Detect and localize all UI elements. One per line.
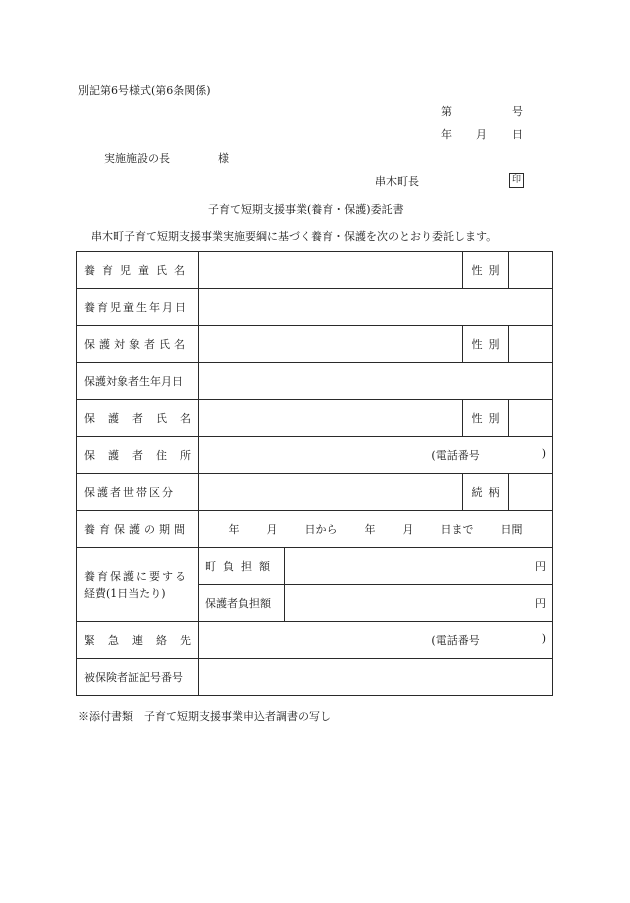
period-month2-label: 月 [402, 523, 414, 536]
table-row [77, 511, 553, 548]
consignment-form-table [76, 251, 553, 696]
insurance-field[interactable] [199, 659, 553, 696]
emergency-field[interactable] [199, 622, 553, 659]
table-row [77, 326, 553, 363]
protected-name-field[interactable] [199, 326, 463, 363]
emergency-phone-group [205, 632, 546, 648]
phone-open-label: (電話番号 [431, 634, 480, 647]
period-year-label: 年 [228, 523, 240, 536]
guardian-cost-label: 保護者負担額 [199, 585, 285, 622]
guardian-sex-field[interactable] [509, 400, 553, 437]
relation-field[interactable] [509, 474, 553, 511]
addressee: 実施施設の長 [104, 152, 170, 165]
guardian-cost-yen: 円 [535, 597, 546, 610]
table-row [77, 400, 553, 437]
child-sex-field[interactable] [509, 252, 553, 289]
table-row [77, 437, 553, 474]
table-row [77, 289, 553, 326]
child-name-field[interactable] [199, 252, 463, 289]
table-row [77, 252, 553, 289]
date-day: 日 [512, 128, 523, 141]
cost-label-line-1: 養育保護に要する [84, 569, 188, 583]
number-prefix: 第 [441, 105, 452, 118]
protected-birth-label: 保護対象者生年月日 [77, 363, 199, 400]
town-cost-label: 町負担額 [199, 548, 285, 585]
phone-open-label: (電話番号 [431, 449, 480, 462]
protected-name-label: 保護対象者氏名 [77, 326, 199, 363]
household-field[interactable] [199, 474, 463, 511]
table-row [77, 659, 553, 696]
insurance-label: 被保険者証記号番号 [77, 659, 199, 696]
town-cost-field[interactable] [285, 548, 553, 585]
phone-close-label: ) [541, 447, 546, 460]
period-days-label: 日間 [500, 523, 523, 536]
table-row [77, 363, 553, 400]
guardian-sex-label: 性別 [463, 400, 509, 437]
child-birth-field[interactable] [199, 289, 553, 326]
guardian-address-label: 保護者住所 [77, 437, 199, 474]
guardian-name-label: 保護者氏名 [77, 400, 199, 437]
attachment-note: ※添付書類 子育て短期支援事業申込者調書の写し [78, 710, 331, 723]
protected-sex-label: 性別 [463, 326, 509, 363]
period-from-label: 日から [304, 523, 338, 536]
phone-close-label: ) [541, 632, 546, 645]
period-field[interactable] [199, 511, 553, 548]
guardian-phone-group [205, 447, 546, 463]
cost-label-line-2: 経費(1日当たり) [84, 586, 166, 600]
emergency-label: 緊急連絡先 [77, 622, 199, 659]
period-year2-label: 年 [364, 523, 376, 536]
child-sex-label: 性別 [463, 252, 509, 289]
date-year: 年 [441, 128, 452, 141]
seal-icon: 印 [509, 173, 524, 188]
period-label: 養育保護の期間 [77, 511, 199, 548]
addressee-honorific: 様 [218, 152, 229, 165]
document-title: 子育て短期支援事業(養育・保護)委託書 [208, 203, 404, 216]
form-reference: 別記第6号様式(第6条関係) [78, 84, 211, 97]
town-cost-yen: 円 [535, 560, 546, 573]
date-month: 月 [476, 128, 487, 141]
guardian-cost-field[interactable] [285, 585, 553, 622]
period-month-label: 月 [266, 523, 278, 536]
child-name-label: 養育児童氏名 [77, 252, 199, 289]
relation-label: 続柄 [463, 474, 509, 511]
protected-birth-field[interactable] [199, 363, 553, 400]
intro-text: 串木町子育て短期支援事業実施要綱に基づく養育・保護を次のとおり委託します。 [91, 230, 498, 243]
table-row [77, 474, 553, 511]
cost-label [77, 548, 199, 622]
protected-sex-field[interactable] [509, 326, 553, 363]
period-group [205, 521, 546, 537]
seal-mark [509, 172, 524, 188]
table-row [77, 622, 553, 659]
issuer: 串木町長 [375, 175, 419, 188]
table-row [77, 548, 553, 585]
period-until-label: 日まで [440, 523, 474, 536]
guardian-address-field[interactable] [199, 437, 553, 474]
household-label: 保護者世帯区分 [77, 474, 199, 511]
child-birth-label: 養育児童生年月日 [77, 289, 199, 326]
guardian-name-field[interactable] [199, 400, 463, 437]
number-suffix: 号 [512, 105, 523, 118]
